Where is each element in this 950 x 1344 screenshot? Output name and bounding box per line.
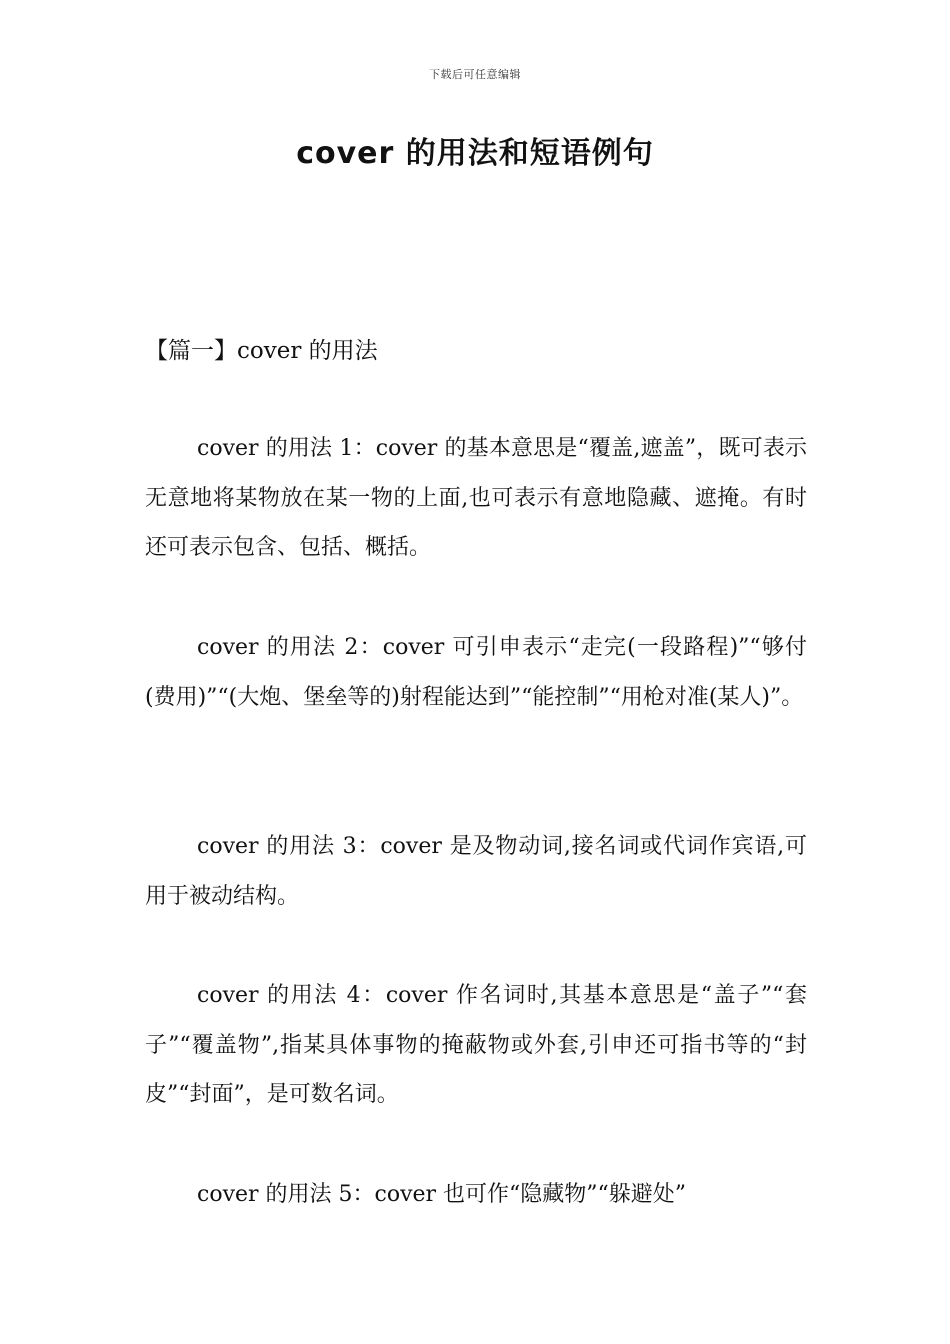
header-note: 下载后可任意编辑 [429, 68, 521, 81]
section-heading: 【篇一】cover 的用法 [145, 338, 378, 364]
paragraph-usage-4: cover 的用法 4：cover 作名词时,其基本意思是“盖子”“套子”“覆盖物”,指某具体事物的掩蔽物或外套,引申还可指书等的“封皮”“封面”，是可数名词。 [145, 983, 807, 1107]
paragraph-usage-3: cover 的用法 3：cover 是及物动词,接名词或代词作宾语,可用于被动结构。 [145, 834, 807, 909]
paragraph-usage-5: cover 的用法 5：cover 也可作“隐藏物”“躲避处” [197, 1182, 687, 1207]
page-title: cover 的用法和短语例句 [296, 136, 654, 171]
paragraph-usage-2: cover 的用法 2：cover 可引申表示“走完(一段路程)”“够付(费用)”“(大炮、堡垒等的)射程能达到”“能控制”“用枪对准(某人)”。 [145, 635, 807, 710]
paragraph-usage-1: cover 的用法 1：cover 的基本意思是“覆盖,遮盖”，既可表示无意地将某物放在某一物的上面,也可表示有意地隐藏、遮掩。有时还可表示包含、包括、概括。 [145, 436, 807, 560]
